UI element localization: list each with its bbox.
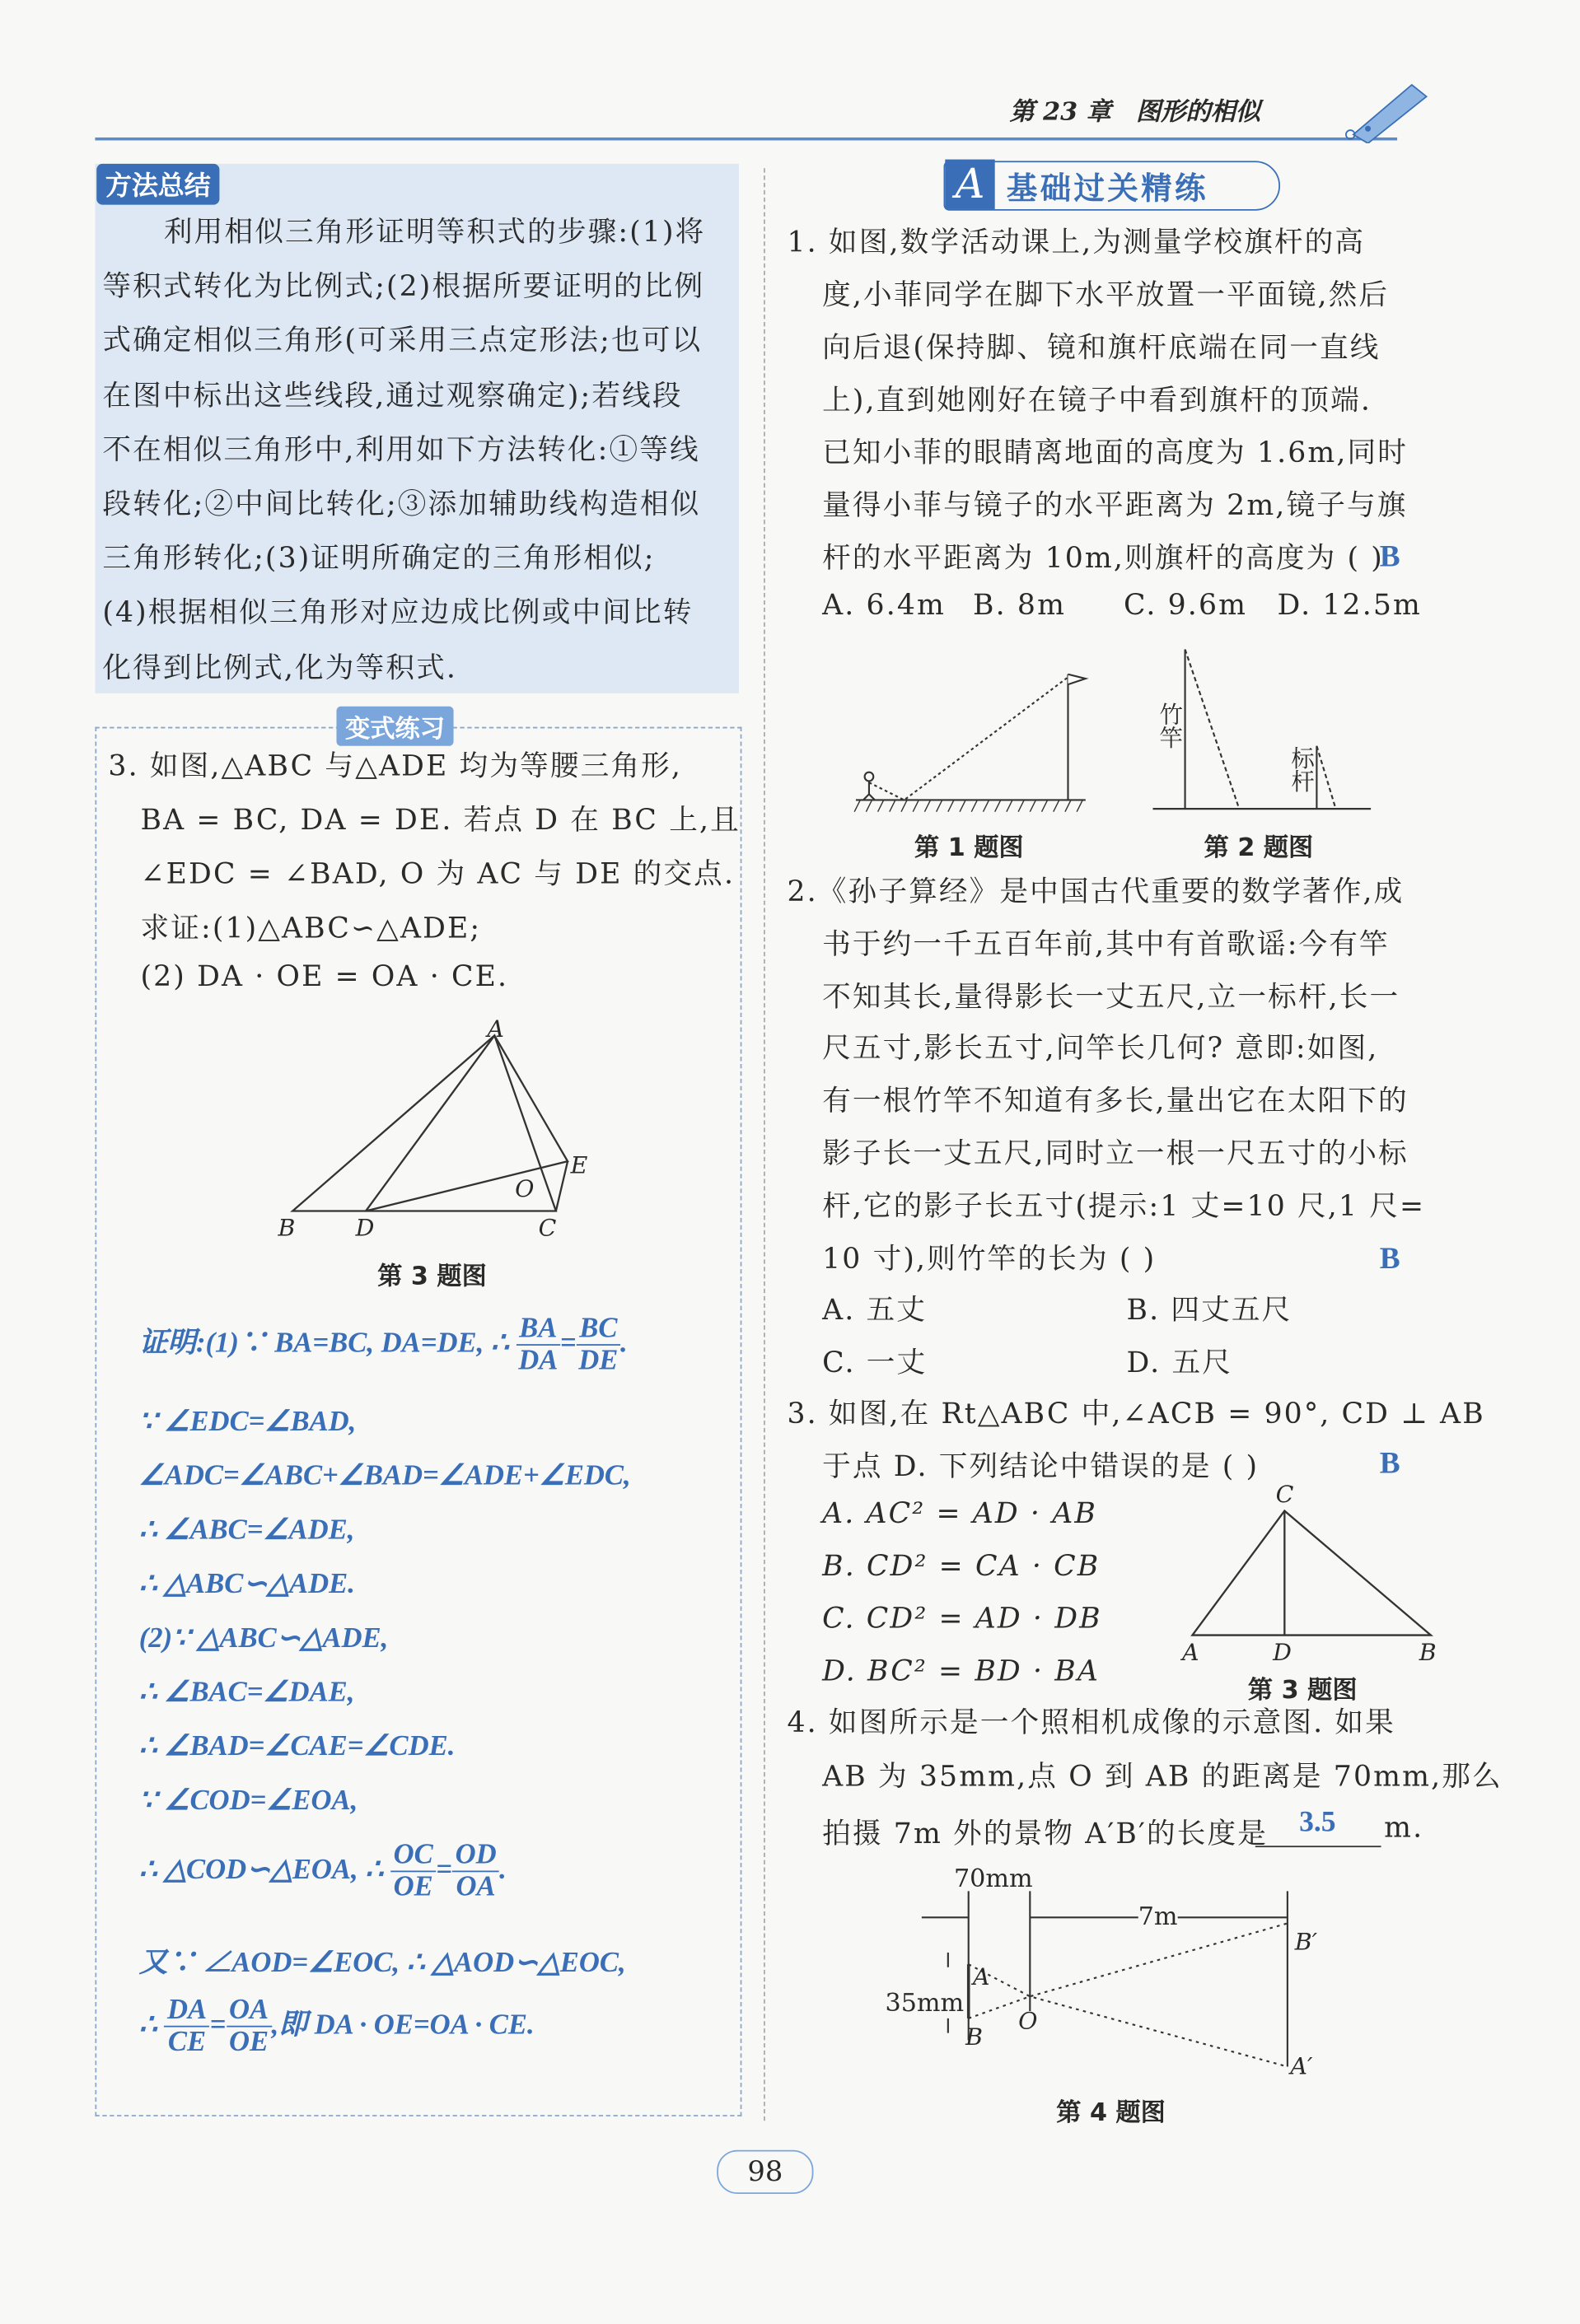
question-text-line: AB 为 35mm,点 O 到 AB 的距离是 70mm,那么 [822, 1759, 1503, 1794]
variant-practice-badge: 变式练习 [336, 707, 453, 746]
figure-caption: 第 2 题图 [1204, 833, 1314, 863]
question-text-line: 不知其长,量得影长一丈五尺,立一标杆,长一 [822, 979, 1400, 1014]
question-text-line: 求证:(1)△ABC∽△ADE; [140, 911, 482, 945]
question-text-line: 10 寸),则竹竿的长为 ( ) [822, 1241, 1157, 1275]
method-text-line: (4)根据相似三角形对应边成比例或中间比转 [102, 595, 694, 630]
method-text-line: 化得到比例式,化为等积式. [102, 650, 457, 684]
proof-line: ∵ ∠COD=∠EOA, [138, 1785, 358, 1817]
answer-value: 3.5 [1299, 1806, 1336, 1839]
proof-line: ∴ $\frac{DA}{CE}$ = $\frac{OA}{OE}$ ,即 DA · OE=OA · CE. [138, 1995, 535, 2059]
question-text-line: 量得小菲与镜子的水平距离为 2m,镜子与旗 [822, 488, 1408, 523]
question-text-line: 杆,它的影子长五寸(提示:1 丈=10 尺,1 尺= [822, 1188, 1426, 1223]
label-E: E [570, 1150, 588, 1179]
section-title-text: 基础过关精练 [1006, 170, 1208, 207]
header-rule [95, 138, 1397, 140]
label-D: D [355, 1214, 375, 1242]
question-text-line: BA = BC, DA = DE. 若点 D 在 BC 上,且 [140, 803, 741, 837]
option: A. AC² = AD · AB [822, 1496, 1097, 1530]
method-text-line: 三角形转化;(3)证明所确定的三角形相似; [102, 541, 656, 576]
method-text-line: 段转化;②中间比转化;③添加辅助线构造相似 [102, 487, 701, 521]
label-B: B [1419, 1638, 1437, 1666]
proof-line: ∠ADC=∠ABC+∠BAD=∠ADE+∠EDC, [138, 1461, 631, 1492]
question-text-line: 4. 如图所示是一个照相机成像的示意图. 如果 [787, 1705, 1395, 1739]
answer-choice: B [1379, 1240, 1400, 1276]
camera-imaging-figure [878, 1879, 1332, 2084]
method-text-line: 在图中标出这些线段,通过观察确定);若线段 [102, 378, 683, 413]
question-text-line: 向后退(保持脚、镜和旗杆底端在同一直线 [822, 330, 1381, 365]
question-text-line: 度,小菲同学在脚下水平放置一平面镜,然后 [822, 278, 1390, 312]
proof-line: ∴ ∠ABC=∠ADE, [138, 1514, 355, 1547]
proof-line: ∴ ∠BAC=∠DAE, [138, 1678, 355, 1709]
label-bamboo-pole: 竹竿 [1156, 702, 1184, 749]
option: B. CD² = CA · CB [822, 1548, 1101, 1583]
question-text-line: 影子长一丈五尺,同时立一根一尺五寸的小标 [822, 1136, 1409, 1170]
label-C: C [1275, 1480, 1294, 1509]
label-B: B [965, 2023, 984, 2051]
answer-choice: B [1379, 538, 1400, 574]
question-text-line: 杆的水平距离为 10m,则旗杆的高度为 ( ) [822, 541, 1384, 575]
option: C. CD² = AD · DB [822, 1601, 1102, 1636]
option: C. 一丈 [822, 1345, 928, 1379]
figure-caption: 第 3 题图 [1247, 1676, 1358, 1706]
proof-line: ∴ △ABC∽△ADE. [138, 1569, 355, 1600]
proof-line: ∴ △COD∽△EOA, ∴ $\frac{OC}{OE}$ = $\frac{OD}{OA}$ . [138, 1840, 507, 1904]
method-summary-badge: 方法总结 [96, 164, 219, 205]
label-O: O [1018, 2006, 1038, 2035]
label-C: C [538, 1214, 557, 1242]
label-A-prime: A′ [1290, 2051, 1313, 2080]
option: A. 五丈 [822, 1292, 928, 1327]
label-B: B [278, 1214, 296, 1242]
label-35mm: 35mm [885, 1989, 965, 2018]
proof-line: ∴ ∠BAD=∠CAE=∠CDE. [138, 1731, 456, 1763]
question-text-line: 有一根竹竿不知道有多长,量出它在太阳下的 [822, 1084, 1409, 1118]
question-text-line: 书于约一千五百年前,其中有首歌谣:今有竿 [822, 926, 1390, 961]
question-text-line: 上),直到她刚好在镜子中看到旗杆的顶端. [822, 383, 1372, 418]
triangle-figure-q3-left [264, 1009, 615, 1243]
flagpole-mirror-figure [848, 665, 1097, 819]
label-O: O [515, 1174, 535, 1202]
method-text-line: 不在相似三角形中,利用如下方法转化:①等线 [102, 432, 700, 467]
question-text-line: 3. 如图,在 Rt△ABC 中,∠ACB = 90°, CD ⊥ AB [787, 1397, 1485, 1430]
method-text-line: 利用相似三角形证明等积式的步骤:(1)将 [163, 215, 706, 249]
fraction: $\frac{BC}{DE}$ [577, 1314, 620, 1378]
label-A: A [973, 1962, 990, 1991]
right-triangle-figure [1178, 1499, 1442, 1645]
option: B. 8m [973, 587, 1067, 622]
label-70mm: 70mm [953, 1864, 1033, 1894]
pencil-icon [1339, 70, 1441, 143]
label-marker-stick: 标杆 [1287, 745, 1316, 793]
option: D. 五尺 [1126, 1345, 1233, 1379]
option: D. BC² = BD · BA [822, 1654, 1100, 1688]
label-B-prime: B′ [1294, 1927, 1318, 1956]
label-D: D [1273, 1638, 1292, 1666]
question-text-line: m. [1384, 1810, 1424, 1845]
fraction: $\frac{BA}{DA}$ [517, 1314, 560, 1378]
question-text-line: 1. 如图,数学活动课上,为测量学校旗杆的高 [787, 225, 1366, 259]
page-number: 98 [717, 2150, 813, 2194]
label-A: A [487, 1015, 504, 1043]
question-text-line: (2) DA · OE = OA · CE. [140, 959, 509, 993]
section-letter: A [945, 160, 994, 209]
question-text-line: 于点 D. 下列结论中错误的是 ( ) [822, 1449, 1260, 1483]
method-text-line: 式确定相似三角形(可采用三点定形法;也可以 [102, 324, 703, 358]
question-text-line: 2.《孙子算经》是中国古代重要的数学著作,成 [787, 875, 1405, 908]
proof-line: 证明:(1)∵ BA=BC, DA=DE, ∴ $\frac{BA}{DA}$ = $\frac{BC}{DE}$ . [138, 1313, 628, 1377]
figure-caption: 第 4 题图 [1056, 2098, 1166, 2129]
label-A: A [1182, 1638, 1199, 1666]
option: C. 9.6m [1123, 587, 1248, 622]
question-text-line: 3. 如图,△ABC 与△ADE 均为等腰三角形, [108, 749, 683, 783]
method-text-line: 等积式转化为比例式;(2)根据所要证明的比例 [102, 269, 705, 303]
question-text-line: 拍摄 7m 外的景物 A′B′的长度是 [822, 1816, 1269, 1850]
question-text-line: ∠EDC = ∠BAD, O 为 AC 与 DE 的交点. [140, 856, 736, 891]
proof-line: (2)∵ △ABC∽△ADE, [138, 1623, 389, 1654]
figure-caption: 第 3 题图 [377, 1262, 487, 1292]
figure-caption: 第 1 题图 [914, 833, 1024, 863]
option: A. 6.4m [822, 587, 946, 622]
question-text-line: 已知小菲的眼睛离地面的高度为 1.6m,同时 [822, 436, 1409, 470]
column-divider [764, 168, 765, 2121]
proof-line: ∵ ∠EDC=∠BAD, [138, 1407, 357, 1438]
option: D. 12.5m [1277, 587, 1423, 622]
option: B. 四丈五尺 [1126, 1292, 1293, 1327]
section-title [944, 161, 1280, 210]
answer-blank [1255, 1846, 1381, 1847]
answer-choice: B [1379, 1444, 1400, 1481]
question-text-line: 尺五寸,影长五寸,问竿长几何? 意即:如图, [822, 1031, 1379, 1066]
chapter-header: 第 23 章 图形的相似 [1009, 97, 1261, 128]
proof-line: 又∵ ∠AOD=∠EOC, ∴ △AOD∽△EOC, [138, 1948, 626, 1979]
label-7m: 7m [1138, 1902, 1178, 1933]
